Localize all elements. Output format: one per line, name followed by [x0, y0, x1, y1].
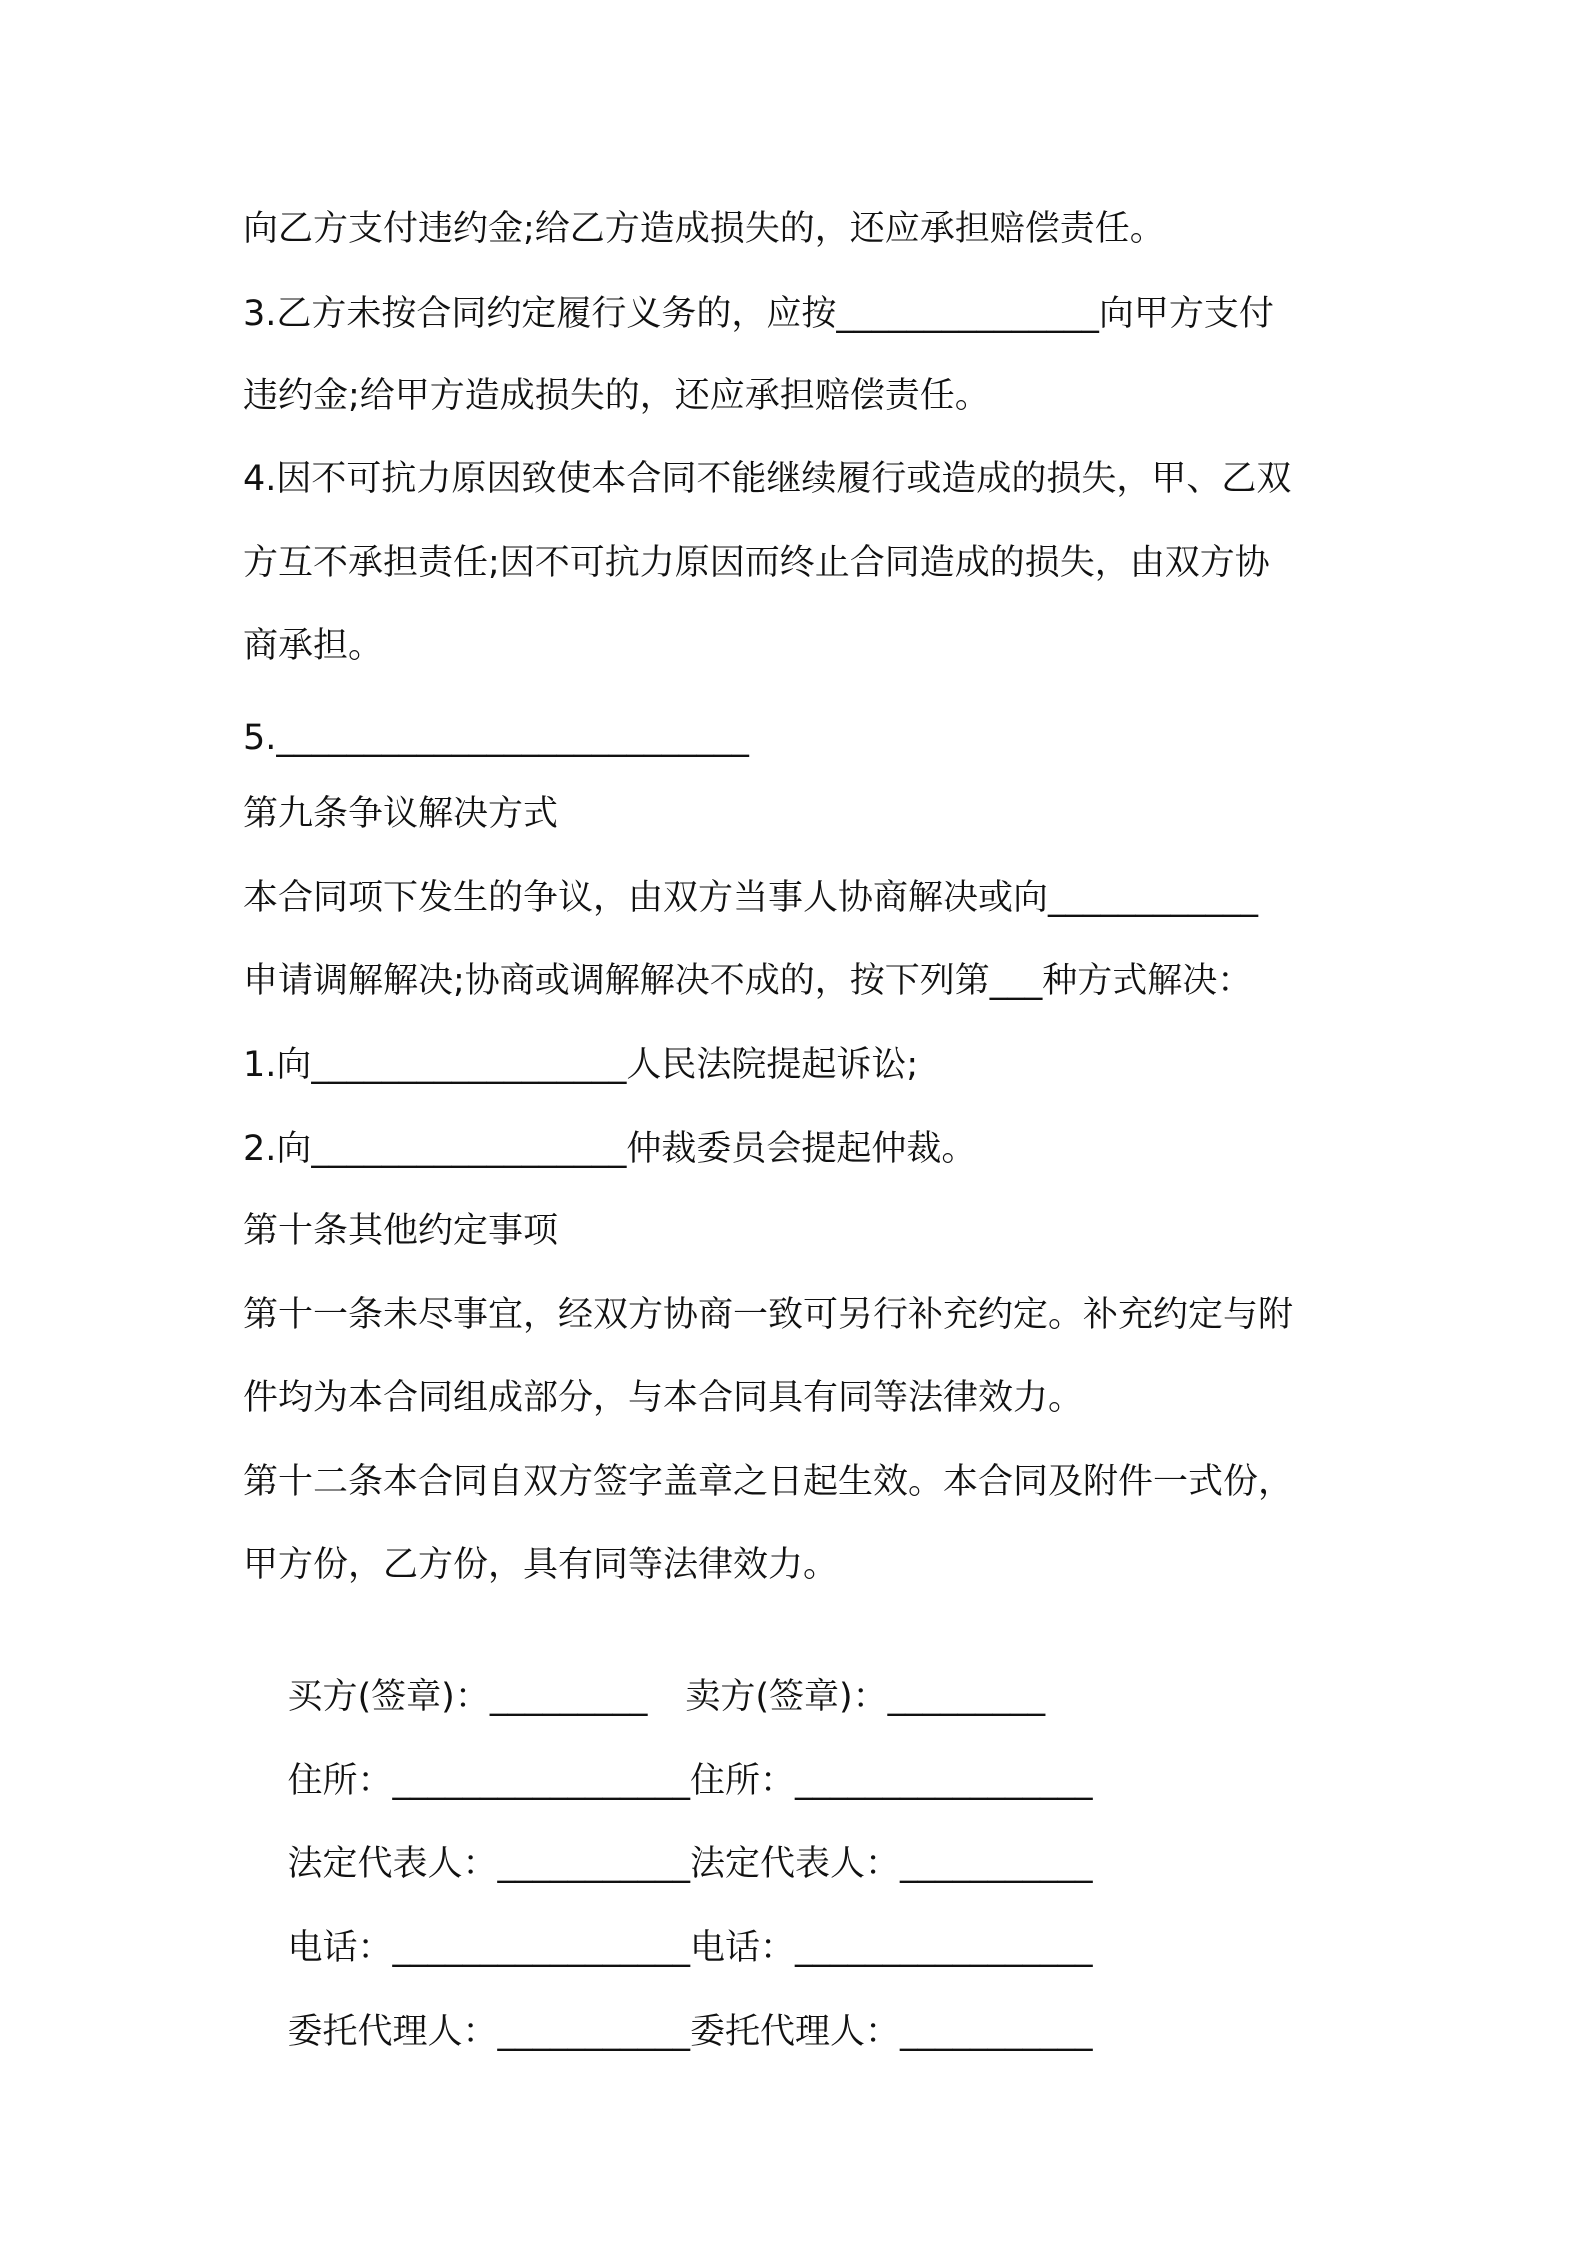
buyer-agent: 委托代理人：___________ — [287, 2012, 691, 2052]
text-line: 违约金;给甲方造成损失的，还应承担赔偿责任。 — [243, 376, 990, 416]
buyer-signature: 买方(签章)：_________ — [287, 1677, 648, 1717]
text-line: 本合同项下发生的争议，由双方当事人协商解决或向____________ — [243, 878, 1259, 918]
seller-agent: 委托代理人：___________ — [690, 2012, 1093, 2052]
section-heading: 第九条争议解决方式 — [243, 794, 559, 834]
section-heading: 第十条其他约定事项 — [243, 1211, 559, 1251]
text-line: 3.乙方未按合同约定履行义务的，应按_______________向甲方支付 — [243, 294, 1274, 334]
signature-row — [243, 1960, 1363, 2104]
text-line: 5.___________________________ — [243, 718, 749, 758]
text-line: 甲方份，乙方份，具有同等法律效力。 — [243, 1545, 839, 1585]
text-line: 向乙方支付违约金;给乙方造成损失的，还应承担赔偿责任。 — [243, 209, 1165, 249]
text-line: 商承担。 — [243, 626, 384, 666]
seller-phone: 电话：_________________ — [690, 1928, 1093, 1968]
text-line: 申请调解解决;协商或调解解决不成的，按下列第___种方式解决： — [243, 961, 1253, 1001]
buyer-legal-rep: 法定代表人：___________ — [287, 1844, 691, 1884]
text-line: 方互不承担责任;因不可抗力原因而终止合同造成的损失，由双方协 — [243, 543, 1270, 583]
buyer-address: 住所：_________________ — [287, 1761, 691, 1801]
seller-signature: 卖方(签章)：_________ — [685, 1677, 1046, 1717]
text-line: 第十二条本合同自双方签字盖章之日起生效。本合同及附件一式份， — [243, 1462, 1294, 1502]
buyer-phone: 电话：_________________ — [287, 1928, 691, 1968]
seller-address: 住所：_________________ — [690, 1761, 1093, 1801]
seller-legal-rep: 法定代表人：___________ — [690, 1844, 1093, 1884]
text-line: 2.向__________________仲裁委员会提起仲裁。 — [243, 1129, 977, 1169]
text-line: 第十一条未尽事宜，经双方协商一致可另行补充约定。补充约定与附 — [243, 1295, 1294, 1335]
text-line: 件均为本合同组成部分，与本合同具有同等法律效力。 — [243, 1378, 1084, 1418]
text-line: 1.向__________________人民法院提起诉讼; — [243, 1045, 919, 1085]
text-line: 4.因不可抗力原因致使本合同不能继续履行或造成的损失，甲、乙双 — [243, 459, 1292, 499]
